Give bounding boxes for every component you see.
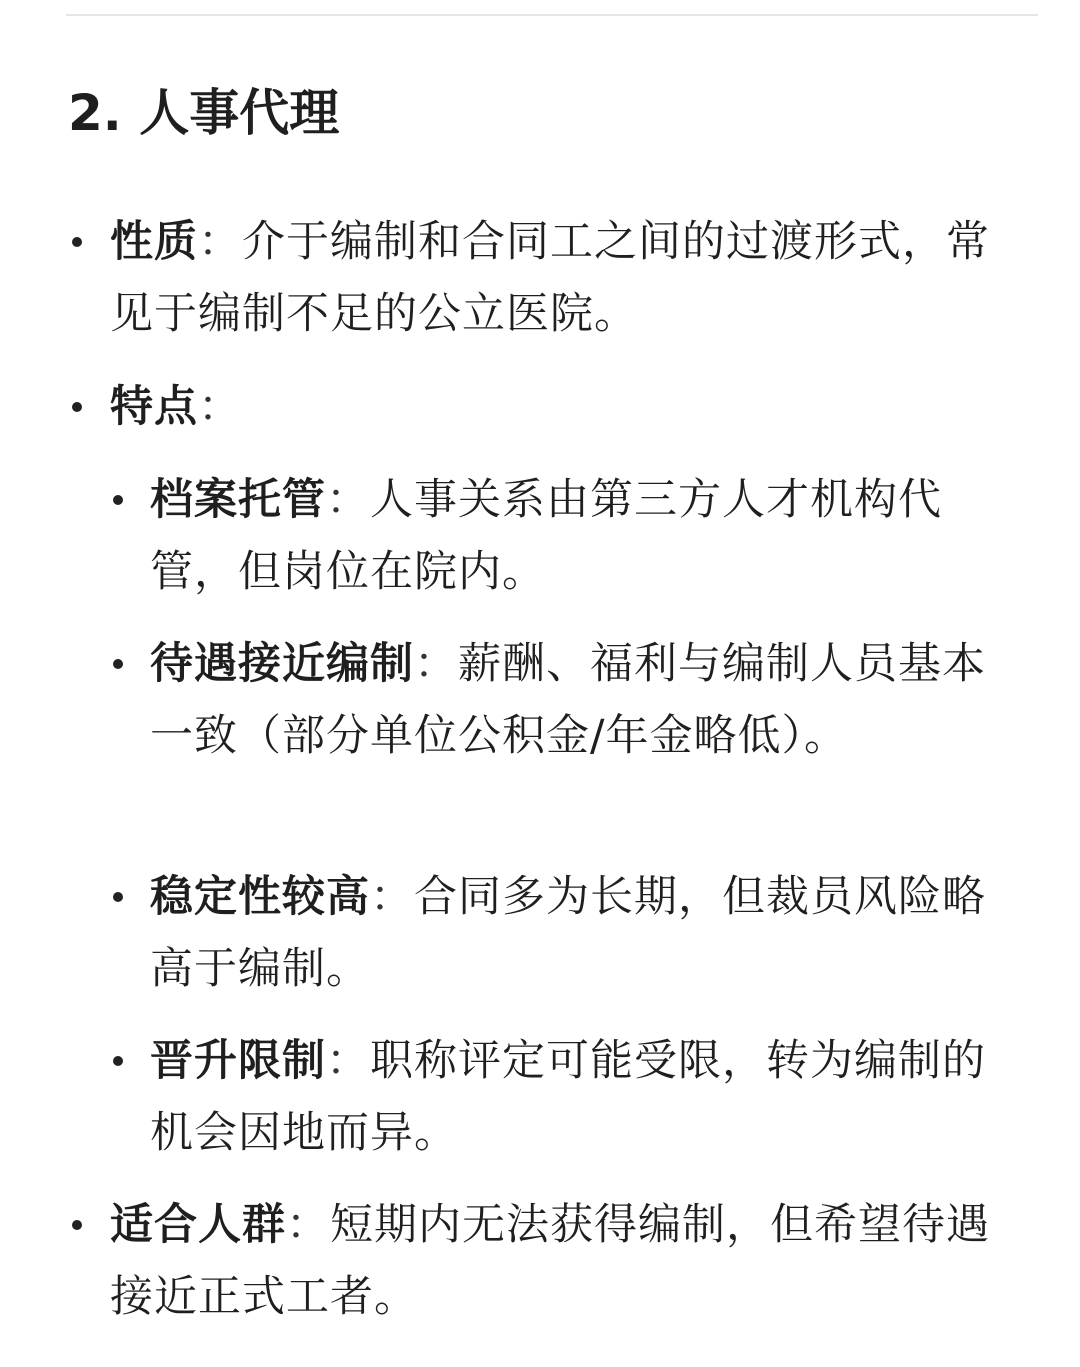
bullet-audience <box>72 1220 82 1230</box>
item-stability-sep: ： <box>370 872 414 922</box>
top-divider <box>66 14 1038 16</box>
item-stability-text: 合同多为长期，但裁员风险略高于编制。 <box>150 872 986 994</box>
item-promotion-sep: ： <box>326 1036 370 1086</box>
item-nature-sep: ： <box>198 217 242 267</box>
bullet-treatment <box>113 659 123 669</box>
item-promotion-term: 晋升限制 <box>150 1036 326 1086</box>
item-nature-term: 性质 <box>110 217 198 267</box>
item-promotion-text: 职称评定可能受限，转为编制的机会因地而异。 <box>150 1036 986 1158</box>
item-features <box>110 371 990 443</box>
item-archive-sep: ： <box>326 475 370 525</box>
bullet-stability <box>113 892 123 902</box>
item-stability <box>150 861 1000 1005</box>
item-promotion <box>150 1025 1000 1169</box>
item-audience-sep: ： <box>286 1200 330 1250</box>
item-archive <box>150 464 1000 608</box>
item-audience <box>110 1189 990 1333</box>
item-nature-text: 介于编制和合同工之间的过渡形式，常见于编制不足的公立医院。 <box>110 217 990 339</box>
bullet-archive <box>113 495 123 505</box>
item-audience-text: 短期内无法获得编制，但希望待遇接近正式工者。 <box>110 1200 990 1322</box>
bullet-nature <box>72 237 82 247</box>
item-audience-term: 适合人群 <box>110 1200 286 1250</box>
section-heading: 2. 人事代理 <box>68 84 340 142</box>
item-treatment <box>150 628 1000 772</box>
item-archive-term: 档案托管 <box>150 475 326 525</box>
item-archive-text: 人事关系由第三方人才机构代管，但岗位在院内。 <box>150 475 942 597</box>
item-features-term: 特点 <box>110 382 198 432</box>
bullet-promotion <box>113 1056 123 1066</box>
item-stability-term: 稳定性较高 <box>150 872 370 922</box>
item-features-sep: ： <box>198 382 242 432</box>
item-treatment-text: 薪酬、福利与编制人员基本一致（部分单位公积金/年金略低）。 <box>150 639 986 761</box>
item-treatment-sep: ： <box>414 639 458 689</box>
item-treatment-term: 待遇接近编制 <box>150 639 414 689</box>
item-nature <box>110 206 990 350</box>
bullet-features <box>72 402 82 412</box>
